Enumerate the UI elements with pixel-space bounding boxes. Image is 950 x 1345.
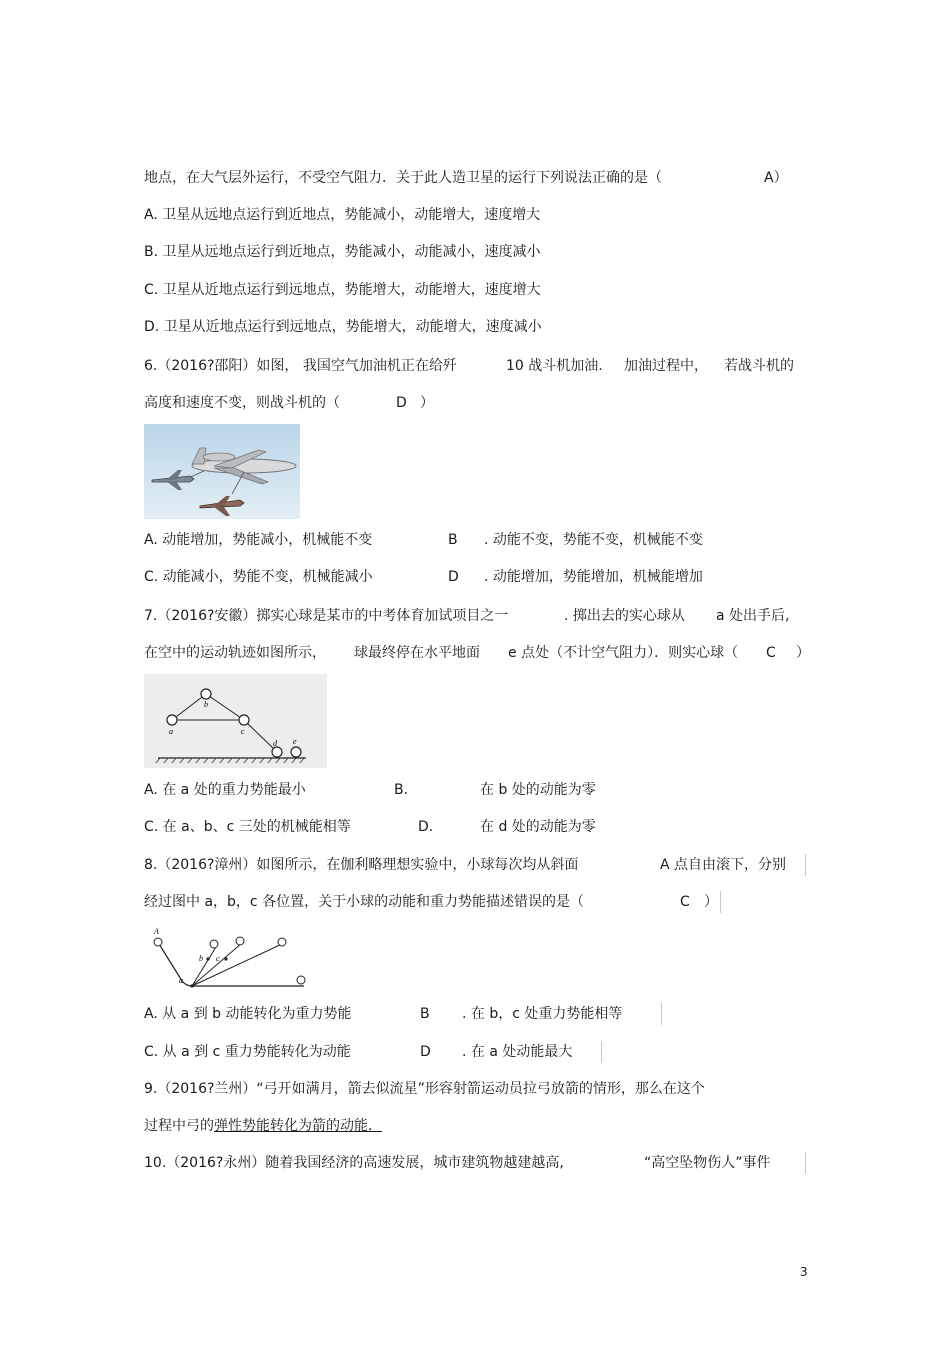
label-a: a — [179, 976, 183, 985]
q8-stem-part-1: 8.（2016?漳州）如图所示，在伽利略理想实验中，小球每次均从斜面 — [144, 857, 579, 873]
q6-stem-part-1: 6.（2016?邵阳）如图， 我国空气加油机正在给歼 — [144, 358, 457, 374]
ball-position-c — [239, 715, 249, 725]
ball-shallow-top — [278, 938, 286, 946]
q6-option-d-letter: D — [448, 569, 459, 585]
q6-close-paren: ） — [420, 395, 434, 411]
q8-options-row-2 — [144, 1043, 664, 1061]
q9-stem-line-2-part-1: 过程中弓的 — [144, 1118, 214, 1134]
q9-stem-line-2-part-3: 转化为箭的动能． — [270, 1118, 382, 1134]
label-b: b — [204, 700, 208, 709]
q7-close-paren: ） — [796, 645, 810, 661]
q8-option-a: A. 从 a 到 b 动能转化为重力势能 — [144, 1006, 352, 1022]
q7-stem-line-2-part-3: e 点处（不计空气阻力）．则实心球（ — [508, 645, 739, 661]
q7-option-b: 在 b 处的动能为零 — [480, 782, 596, 798]
q7-answer: C — [766, 645, 776, 661]
galileo-ramp-diagram — [146, 925, 308, 991]
q7-option-c: C. 在 a、b、c 三处的机械能相等 — [144, 819, 351, 835]
ramp-medium — [192, 943, 242, 986]
ball-at-A — [154, 938, 162, 946]
q7-stem-line-2 — [144, 644, 810, 662]
q7-option-a: A. 在 a 处的重力势能最小 — [144, 782, 306, 798]
q7-option-b-letter: B. — [394, 782, 409, 798]
q7-stem-line-1 — [144, 607, 804, 625]
q6-options-row-2 — [144, 568, 734, 586]
q9-stem-line-1: 9.（2016?兰州）“弓开如满月，箭去似流星”形容射箭运动员拉弓放箭的情形，那么在这个 — [144, 1081, 705, 1097]
q8-option-b: . 在 b，c 处重力势能相等 — [462, 1006, 623, 1022]
q8-stem-line-2-text: 经过图中 a，b，c 各位置，关于小球的动能和重力势能描述错误的是（ — [144, 894, 585, 910]
margin-mark — [805, 854, 806, 876]
q5-option-d: D. 卫星从近地点运行到远地点，势能增大，动能增大，速度减小 — [144, 319, 542, 335]
q8-option-c: C. 从 a 到 c 重力势能转化为动能 — [144, 1044, 351, 1060]
q6-stem-line-2 — [144, 394, 444, 412]
q7-stem-part-1: 7.（2016?安徽）掷实心球是某市的中考体育加试项目之一 — [144, 608, 509, 624]
ball-position-d — [272, 747, 282, 757]
ball-position-b — [201, 689, 211, 699]
q8-close-paren: ） — [704, 894, 718, 910]
ball-steep-top — [210, 940, 218, 948]
q6-option-b-letter: B — [448, 532, 458, 548]
ball-medium-top — [236, 937, 244, 945]
q8-stem-part-2: A 点自由滚下，分别 — [660, 857, 787, 873]
label-b: b — [199, 954, 203, 963]
q5-stem-line — [144, 169, 788, 187]
q10-stem-part-1: 10.（2016?永州）随着我国经济的高速发展，城市建筑物越建越高, — [144, 1155, 564, 1171]
q6-option-d: . 动能增加，势能增加，机械能增加 — [484, 569, 703, 585]
q6-option-a: A. 动能增加，势能减小，机械能不变 — [144, 532, 373, 548]
q5-option-a: A. 卫星从远地点运行到近地点，势能减小，动能增大，速度增大 — [144, 207, 541, 223]
q7-option-d-letter: D. — [418, 819, 434, 835]
q7-stem-part-2: . 掷出去的实心球从 — [564, 608, 685, 624]
margin-mark — [601, 1041, 602, 1063]
q10-stem-part-2: “高空坠物伤人”事件 — [644, 1155, 771, 1171]
q7-stem-line-2-part-1: 在空中的运动轨迹如图所示， — [144, 645, 326, 661]
q7-stem-line-2-part-2: 球最终停在水平地面 — [354, 645, 480, 661]
label-c: c — [241, 727, 245, 736]
ball-position-a — [167, 715, 177, 725]
q5-option-b: B. 卫星从远地点运行到近地点，势能减小，动能减小，速度减小 — [144, 244, 541, 260]
margin-mark — [805, 1152, 806, 1174]
q6-option-c: C. 动能减小，势能不变，机械能减小 — [144, 569, 373, 585]
q8-stem-line-1 — [144, 856, 804, 874]
label-d: d — [273, 739, 277, 748]
q6-answer: D — [396, 395, 407, 411]
label-a: a — [169, 727, 173, 736]
ball-trajectory-diagram — [144, 674, 327, 768]
page-number: 3 — [800, 1265, 808, 1279]
refueling-aircraft-photo — [144, 424, 300, 519]
label-e: e — [293, 737, 297, 746]
q8-answer: C — [680, 894, 690, 910]
q7-options-row-2 — [144, 818, 614, 836]
q7-option-d: 在 d 处的动能为零 — [480, 819, 596, 835]
q5-stem-text: 地点，在大气层外运行，不受空气阻力．关于此人造卫星的运行下列说法正确的是（ — [144, 170, 662, 186]
margin-mark — [720, 891, 721, 913]
q9-stem-line-2 — [144, 1117, 382, 1135]
label-c: c — [216, 954, 220, 963]
q6-options-row-1 — [144, 531, 734, 549]
ball-on-floor — [297, 976, 305, 984]
q7-options-row-1 — [144, 781, 614, 799]
q9-answer-blank: 弹性势能 — [214, 1118, 270, 1134]
q8-stem-line-2 — [144, 893, 724, 911]
q8-option-d-letter: D — [420, 1044, 431, 1060]
q6-stem-part-2: 10 战斗机加油. — [506, 358, 603, 374]
q7-stem-part-3: a 处出手后, — [716, 608, 790, 624]
q8-option-d: . 在 a 处动能最大 — [462, 1044, 573, 1060]
q6-stem-part-3: 加油过程中， — [624, 358, 708, 374]
q8-option-b-letter: B — [420, 1006, 430, 1022]
q10-stem-line-1 — [144, 1154, 804, 1172]
q6-option-b: . 动能不变，势能不变，机械能不变 — [484, 532, 703, 548]
point-b — [206, 957, 209, 960]
point-a — [190, 984, 193, 987]
label-A: A — [154, 927, 159, 936]
point-c — [224, 957, 227, 960]
q5-option-c: C. 卫星从近地点运行到远地点，势能增大，动能增大，速度增大 — [144, 282, 541, 298]
q8-options-row-1 — [144, 1005, 664, 1023]
q5-answer: A） — [764, 170, 788, 186]
q6-stem-line-1 — [144, 357, 804, 375]
ball-position-e — [291, 747, 301, 757]
margin-mark — [661, 1003, 662, 1025]
q6-stem-line-2-text: 高度和速度不变，则战斗机的（ — [144, 395, 340, 411]
q6-stem-part-4: 若战斗机的 — [724, 358, 794, 374]
